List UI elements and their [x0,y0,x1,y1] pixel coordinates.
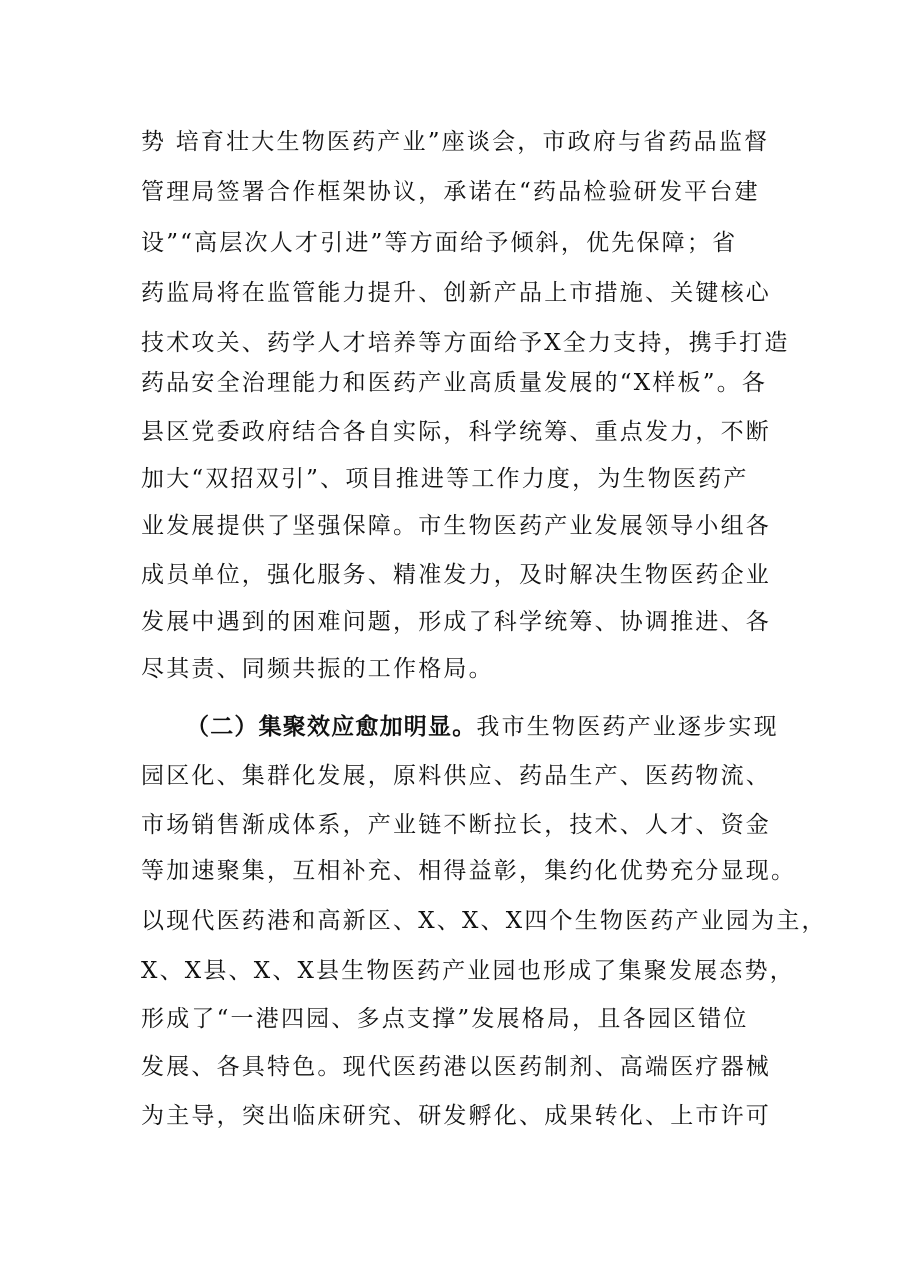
text-line: 以现代医药港和高新区、X、X、X四个生物医药产业园为主， [141,908,827,934]
text-line: 为主导，突出临床研究、研发孵化、成果转化、上市许可 [141,1103,771,1129]
text-line: 尽其责、同频共振的工作格局。 [141,656,494,682]
text-line: 县区党委政府结合各自实际，科学统筹、重点发力，不断 [141,419,771,445]
text-line: 成员单位，强化服务、精准发力，及时解决生物医药企业 [141,562,771,588]
text-line: 等加速聚集，互相补充、相得益彰，集约化优势充分显现。 [141,858,797,884]
text-line: 技术攻关、药学人才培养等方面给予X全力支持，携手打造 [141,330,790,356]
text-line: 管理局签署合作框架协议，承诺在“药品检验研发平台建 [141,179,760,205]
section-heading: （二）集聚效应愈加明显。 [186,714,477,740]
text-line: 设”“高层次人才引进”等方面给予倾斜，优先保障；省 [141,230,738,256]
text-line: 市场销售渐成体系，产业链不断拉长，技术、人才、资金 [141,812,771,838]
text-line: 园区化、集群化发展，原料供应、药品生产、医药物流、 [141,763,771,789]
text-line: 发展中遇到的困难问题，形成了科学统筹、协调推进、各 [141,609,771,635]
section-lead-text: 我市生物医药产业逐步实现 [476,714,779,740]
text-line: 形成了“一港四园、多点支撑”发展格局，且各园区错位 [141,1006,749,1032]
text-line: X、X县、X、X县生物医药产业园也形成了集聚发展态势， [141,958,795,984]
text-line: 加大“双招双引”、项目推进等工作力度，为生物医药产 [141,466,749,492]
text-line: 业发展提供了坚强保障。市生物医药产业发展领导小组各 [141,513,771,539]
section-line [186,712,779,742]
text-line: 势 培育壮大生物医药产业”座谈会，市政府与省药品监督 [141,129,770,155]
text-line: 发展、各具特色。现代医药港以医药制剂、高端医疗器械 [141,1054,771,1080]
text-line: 药品安全治理能力和医药产业高质量发展的“X样板”。各 [141,370,768,396]
text-line: 药监局将在监管能力提升、创新产品上市措施、关键核心 [141,280,771,306]
